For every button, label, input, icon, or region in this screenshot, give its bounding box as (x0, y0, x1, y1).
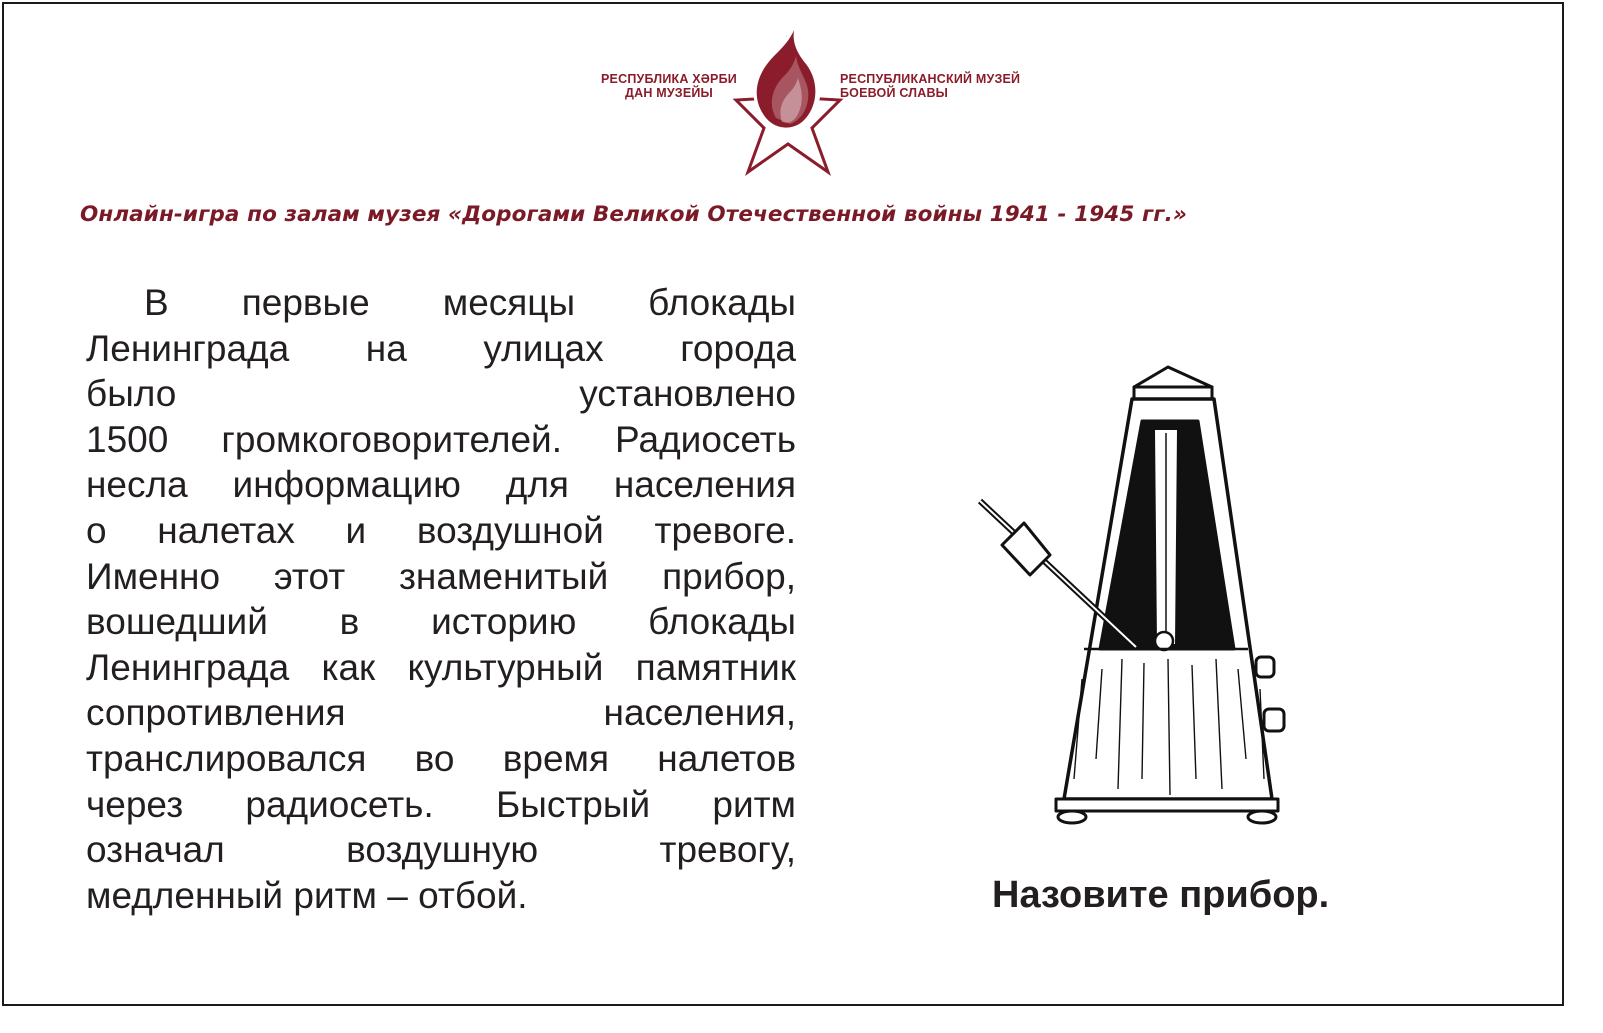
paragraph-line: вошедший в историю блокады (86, 601, 796, 643)
flame-star-icon (732, 26, 844, 176)
paragraph-line: Ленинграда на улицах города (86, 327, 796, 369)
paragraph-line: несла информацию для населения (86, 464, 796, 506)
paragraph-line: о налетах и воздушной тревоге. (86, 509, 796, 551)
paragraph-line: означал воздушную тревогу, (86, 829, 796, 871)
card-frame (2, 2, 1564, 1006)
paragraph-line: через радиосеть. Быстрый ритм (86, 783, 796, 825)
logo-text-line: РЕСПУБЛИКАНСКИЙ МУЗЕЙ (840, 72, 1021, 86)
paragraph-line: транслировался во время налетов (86, 737, 796, 779)
paragraph-line: сопротивления населения, (86, 692, 796, 734)
logo-text-line: РЕСПУБЛИКА ХӘРБИ (601, 72, 737, 86)
logo-text-russian (840, 72, 1050, 100)
paragraph-line: было установлено (86, 373, 796, 415)
logo-text-line: БОЕВОЙ СЛАВЫ (840, 86, 949, 100)
paragraph-line: Ленинграда как культурный памятник (86, 646, 796, 688)
paragraph-line: Именно этот знаменитый прибор, (86, 555, 796, 597)
metronome-icon (972, 359, 1302, 829)
question-text: Назовите прибор. (992, 874, 1330, 916)
logo-text-line: ДАН МУЗЕЙЫ (624, 86, 713, 100)
paragraph-line: В первые месяцы блокады (144, 282, 796, 323)
museum-logo (594, 26, 1044, 176)
page-title: Онлайн-игра по залам музея «Дорогами Великой Отечественной войны 1941 - 1945 гг.» (80, 202, 1187, 227)
paragraph-line: медленный ритм – отбой. (86, 874, 528, 916)
paragraph-line: 1500 громкоговорителей. Радиосеть (86, 418, 796, 460)
story-paragraph (86, 280, 796, 918)
logo-text-tatar (594, 72, 744, 100)
